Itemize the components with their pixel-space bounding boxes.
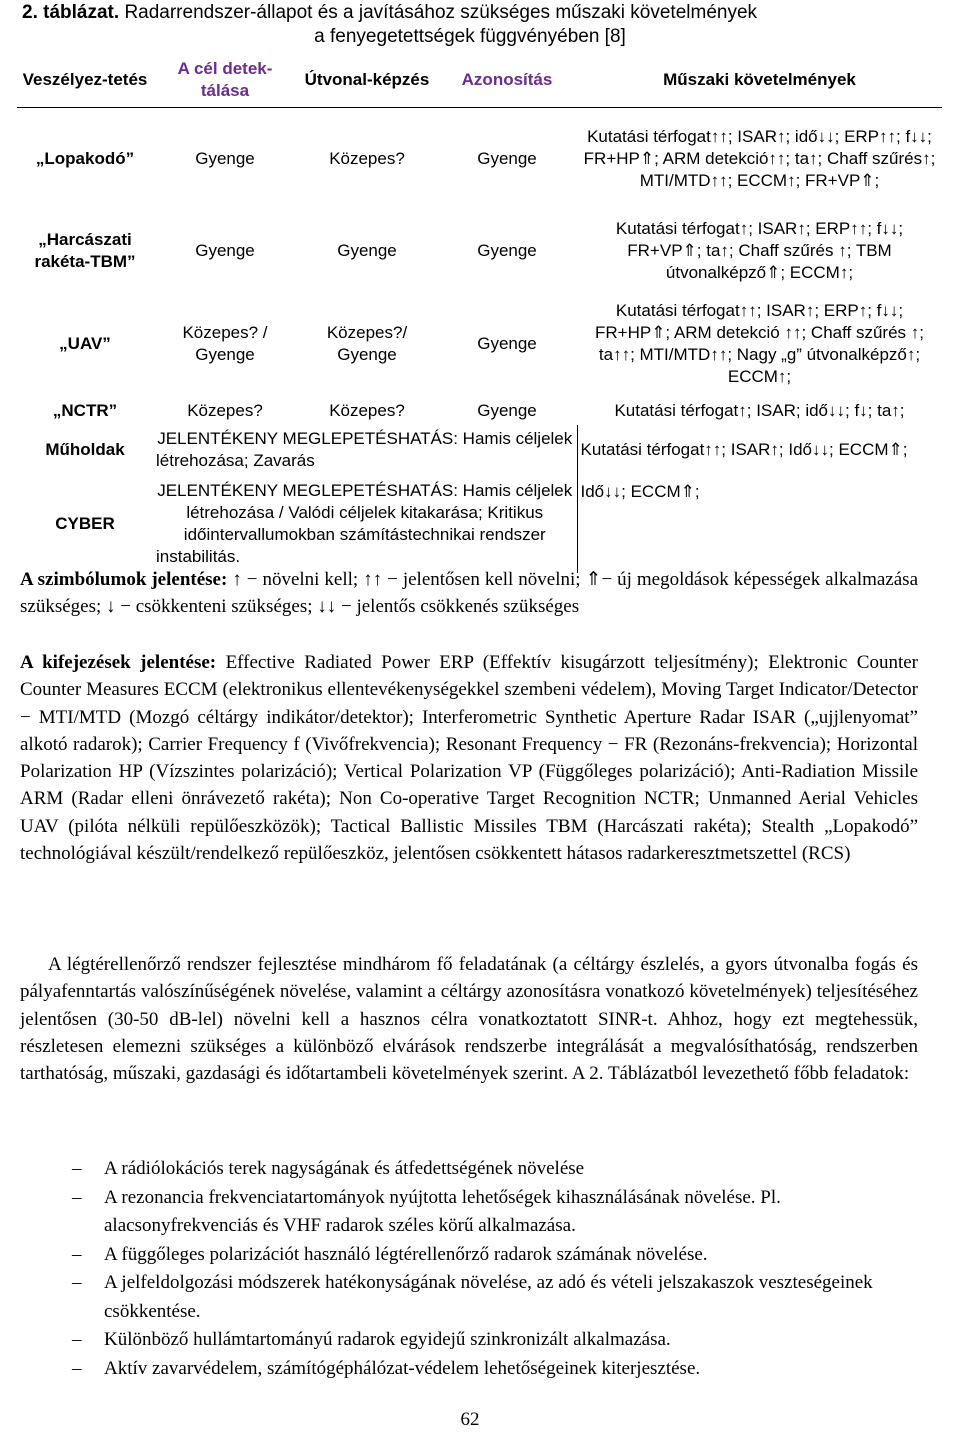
body-paragraph: A légtérellenőrző rendszer fejlesztése mindhárom fő feladatának (a céltárgy észlelés, a gyors útvonalba fogás és pályafenntartás valószínűségének növelése, valamint a céltárgy azonosításra vonatkozó követelmények) teljesítéséhez jelentősen (30-50 dB-lel) növelni kell a hasznos célra vonatkoztatott SINR-t. Ahhoz, hogy ezt megtehessük, részletesen elemezni szükséges a különböző elvárások rendszerbe integrálását a megvalósíthatóság, rendszerben tarthatóság, műszaki, gazdasági és időtartambeli követelmények szerint. A 2. Táblázatból levezethető főbb feladatok: [20, 954, 918, 1085]
table-header-row [17, 53, 942, 108]
cell-effect: JELENTÉKENY MEGLEPETÉSHATÁS: Hamis céljelek létrehozása / Valódi céljelek kitakarása; Kritikus időintervallumokban számítástechnikai rendszer instabilitás. [153, 475, 577, 573]
cell-threat: „UAV” [59, 333, 111, 353]
cell-detection: Gyenge [195, 149, 255, 169]
list-item: – Aktív zavarvédelem, számítógéphálózat-védelem lehetőségeinek kiterjesztése. [72, 1355, 922, 1384]
cell-threat: CYBER [55, 513, 115, 533]
table-row [17, 425, 942, 475]
cell-threat: Műholdak [45, 439, 125, 459]
cell-identification: Gyenge [477, 333, 537, 353]
list-item: – A jelfeldolgozási módszerek hatékonyságának növelése, az adó és vételi jelszakaszok veszteségeinek csökkentése. [72, 1269, 922, 1326]
abbreviation-definitions [20, 649, 918, 867]
caption-title-line-1: Radarrendszer-állapot és a javításához szükséges műszaki követelmények [124, 2, 758, 23]
cell-requirements: Kutatási térfogat↑↑; ISAR↑; Idő↓↓; ECCM⇑; [580, 439, 908, 459]
header-requirements: Műszaki követelmények [577, 53, 942, 108]
page-number: 62 [460, 1409, 480, 1430]
table-row [17, 397, 942, 425]
list-item: – A rezonancia frekvenciatartományok nyújtotta lehetőségek kihasználásának növelése. Pl. alacsonyfrekvenciás és VHF radarok széles körű alkalmazása. [72, 1184, 922, 1241]
task-list [72, 1155, 922, 1383]
cell-routing: Közepes? [329, 149, 405, 169]
header-routing: Útvonal-képzés [297, 53, 437, 108]
caption-label: 2. táblázat. [22, 2, 120, 23]
cell-threat: „Harcászati rakéta-TBM” [34, 229, 136, 271]
cell-threat: „Lopakodó” [35, 149, 135, 169]
cell-identification: Gyenge [477, 240, 537, 260]
cell-routing: Gyenge [337, 240, 397, 260]
table-row [17, 108, 942, 211]
header-detection: A cél detek-tálása [153, 53, 297, 108]
cell-requirements: Kutatási térfogat↑; ISAR↑; ERP↑↑; f↓↓; FR+VP⇑; ta↑; Chaff szűrés ↑; TBM útvonalképző⇑; ECCM↑; [615, 218, 904, 282]
table-row [17, 475, 942, 573]
cell-effect: JELENTÉKENY MEGLEPETÉSHATÁS: Hamis céljelek létrehozása; Zavarás [153, 425, 577, 475]
cell-threat: „NCTR” [52, 400, 118, 420]
threat-table [17, 53, 942, 573]
definitions-text: Effective Radiated Power ERP (Effektív kisugárzott teljesítmény); Elektronic Counter Counter Measures ECCM (elektronikus ellentevékenységekkel szembeni védelem), Moving Target Indicator/Detector − MTI/MTD (Mozgó céltárgy indikátor/detektor); Interferometric Synthetic Aperture Radar ISAR („ujjlenyomat” alkotó radarok); Carrier Frequency f (Vivőfrekvencia); Resonant Frequency − FR (Rezonáns-frekvencia); Horizontal Polarization HP (Vízszintes polarizáció); Vertical Polarization VP (Függőleges polarizáció); Anti-Radiation Missile ARM (Radar elleni önrávezető rakéta); Non Co-operative Target Recognition NCTR; Unmanned Aerial Vehicles UAV (pilóta nélküli repülőeszközök); Tactical Ballistic Missiles TBM (Harcászati rakéta); Stealth „Lopakodó” technológiával készült/rendelkező repülőeszköz, jelentősen csökkentett hátasos radarkeresztmetszettel (RCS) [20, 652, 918, 865]
cell-detection: Közepes? / Gyenge [182, 322, 268, 364]
cell-routing: Közepes? [329, 400, 405, 420]
list-item: – A rádiólokációs terek nagyságának és átfedettségének növelése [72, 1155, 922, 1184]
table-row [17, 211, 942, 291]
cell-detection: Közepes? [187, 400, 263, 420]
legend-text: ↑ − növelni kell; ↑↑ − jelentősen kell növelni; ⇑− új megoldások képességek alkalmazása szükséges; ↓ − csökkenteni szükséges; ↓↓ − jelentős csökkenés szükséges [20, 569, 919, 618]
caption-title-line-2: a fenyegetettségek függvényében [8] [314, 26, 626, 47]
legend-title: A szimbólumok jelentése: [20, 569, 228, 590]
table-row [17, 291, 942, 397]
caption-line-1 [22, 1, 757, 25]
list-item: – Különböző hullámtartományú radarok egyidejű szinkronizált alkalmazása. [72, 1326, 922, 1355]
header-identification: Azonosítás [437, 53, 577, 108]
cell-identification: Gyenge [477, 149, 537, 169]
cell-requirements: Kutatási térfogat↑↑; ISAR↑; idő↓↓; ERP↑↑; f↓↓; FR+HP⇑; ARM detekció↑↑; ta↑; Chaff szűrés↑; MTI/MTD↑↑; ECCM↑; FR+VP⇑; [583, 127, 936, 191]
cell-requirements: Kutatási térfogat↑; ISAR; idő↓↓; f↓; ta↑; [614, 400, 905, 420]
cell-detection: Gyenge [195, 240, 255, 260]
symbol-legend [20, 566, 918, 621]
definitions-title: A kifejezések jelentése: [20, 652, 217, 673]
cell-identification: Gyenge [477, 400, 537, 420]
cell-requirements: Kutatási térfogat↑↑; ISAR↑; ERP↑; f↓↓; FR+HP⇑; ARM detekció ↑↑; Chaff szűrés ↑; ta↑↑; MTI/MTD↑↑; Nagy „g” útvonalképző↑; ECCM↑; [594, 300, 924, 386]
list-item: – A függőleges polarizációt használó légtérellenőrző radarok számának növelése. [72, 1241, 922, 1270]
cell-routing: Közepes?/ Gyenge [326, 322, 408, 364]
cell-requirements: Idő↓↓; ECCM⇑; [580, 481, 700, 501]
header-threat: Veszélyez-tetés [17, 53, 153, 108]
